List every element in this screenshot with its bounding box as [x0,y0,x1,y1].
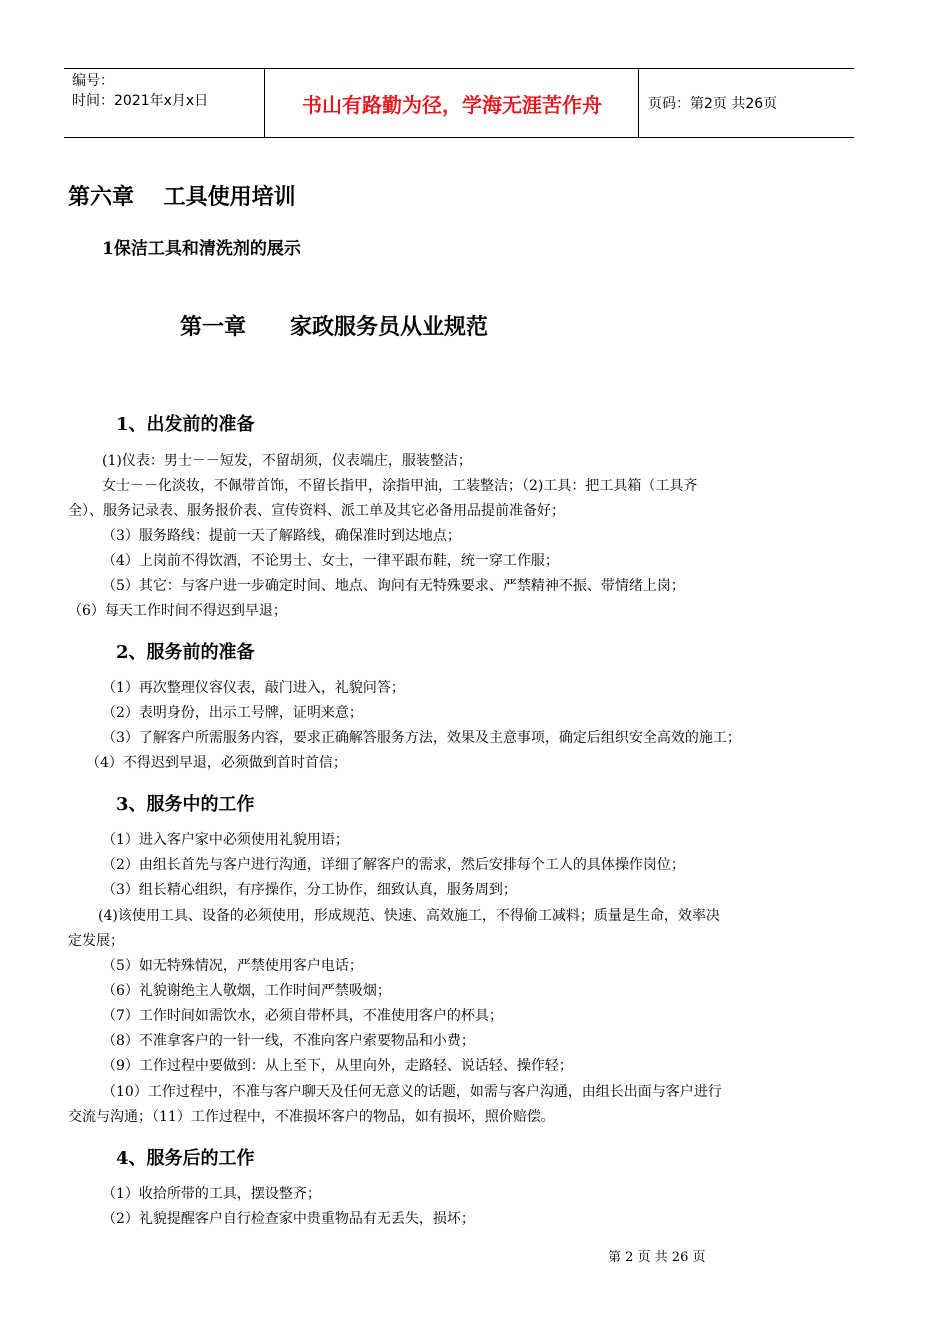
paragraph-line: （2）由组长首先与客户进行沟通，详细了解客户的需求，然后安排每个工人的具体操作岗位； [102,857,685,873]
paragraph-line: 定发展； [68,933,124,949]
paragraph-line: 女士－－化淡妆，不佩带首饰，不留长指甲，涂指甲油，工装整洁；（2)工具：把工具箱（工具齐 [102,478,698,494]
paragraph-line: （8）不准拿客户的一针一线，不准向客户索要物品和小费； [102,1033,475,1049]
section-1-title: 1保洁工具和清洗剂的展示 [102,239,301,259]
paragraph-line: （5）如无特殊情况，严禁使用客户电话； [102,958,363,974]
paragraph-line: （2）礼貌提醒客户自行检查家中贵重物品有无丢失，损坏； [102,1211,475,1227]
header-meta [72,71,262,111]
paragraph-line: （7）工作时间如需饮水，必须自带杯具，不准使用客户的杯具； [102,1008,503,1024]
paragraph-line: （2）表明身份，出示工号牌，证明来意； [102,705,363,721]
header-page-label: 页码：第2页 共26页 [648,96,778,112]
paragraph-line: （4）上岗前不得饮酒，不论男士、女士，一律平跟布鞋，统一穿工作服； [102,553,559,569]
paragraph-line: （6）每天工作时间不得迟到早退； [68,603,287,619]
header-divider [638,69,639,137]
paragraph-line: (4)该使用工具、设备的必须使用，形成规范、快速、高效施工，不得偷工减料；质量是生命，效率决 [98,908,720,924]
section-heading: 3、服务中的工作 [116,794,255,815]
page-footer: 第 2 页 共 26 页 [608,1250,706,1265]
header-divider [264,69,265,137]
paragraph-line: (1)仪表：男士－－短发，不留胡须，仪表端庄，服装整洁； [102,453,472,469]
paragraph-line: （6）礼貌谢绝主人敬烟，工作时间严禁吸烟； [102,983,391,999]
paragraph-line: 交流与沟通；（11）工作过程中，不准损坏客户的物品，如有损坏，照价赔偿。 [68,1109,555,1125]
paragraph-line: （5）其它：与客户进一步确定时间、地点、询问有无特殊要求、严禁精神不振、带情绪上岗； [102,578,685,594]
paragraph-line: （1）进入客户家中必须使用礼貌用语； [102,832,349,848]
paragraph-line: （10）工作过程中，不准与客户聊天及任何无意义的话题，如需与客户沟通，由组长出面与客户进行 [102,1084,722,1100]
header-motto: 书山有路勤为径，学海无涯苦作舟 [302,92,602,117]
section-heading: 4、服务后的工作 [116,1148,255,1169]
paragraph-line: （3）服务路线：提前一天了解路线，确保准时到达地点； [102,528,461,544]
paragraph-line: （1）再次整理仪容仪表，敲门进入，礼貌问答； [102,680,405,696]
paragraph-line: （1）收拾所带的工具，摆设整齐； [102,1186,321,1202]
paragraph-line: 全）、服务记录表、服务报价表、宣传资料、派工单及其它必备用品提前准备好； [68,503,565,519]
paragraph-line: （4）不得迟到早退，必须做到首时首信； [86,755,347,771]
number-label: 编号： [72,73,114,89]
chapter-1-title: 第一章 家政服务员从业规范 [180,314,489,340]
paragraph-line: （3）了解客户所需服务内容，要求正确解答服务方法，效果及主意事项，确定后组织安全高效的施工； [102,730,741,746]
document-header [64,68,854,138]
time-label: 时间：2021年x月x日 [72,93,209,109]
chapter-6-title: 第六章 工具使用培训 [68,184,296,210]
paragraph-line: （9）工作过程中要做到：从上至下，从里向外，走路轻、说话轻、操作轻； [102,1058,573,1074]
paragraph-line: （3）组长精心组织，有序操作，分工协作，细致认真，服务周到； [102,882,517,898]
section-heading: 1、出发前的准备 [116,414,255,435]
section-heading: 2、服务前的准备 [116,642,255,663]
